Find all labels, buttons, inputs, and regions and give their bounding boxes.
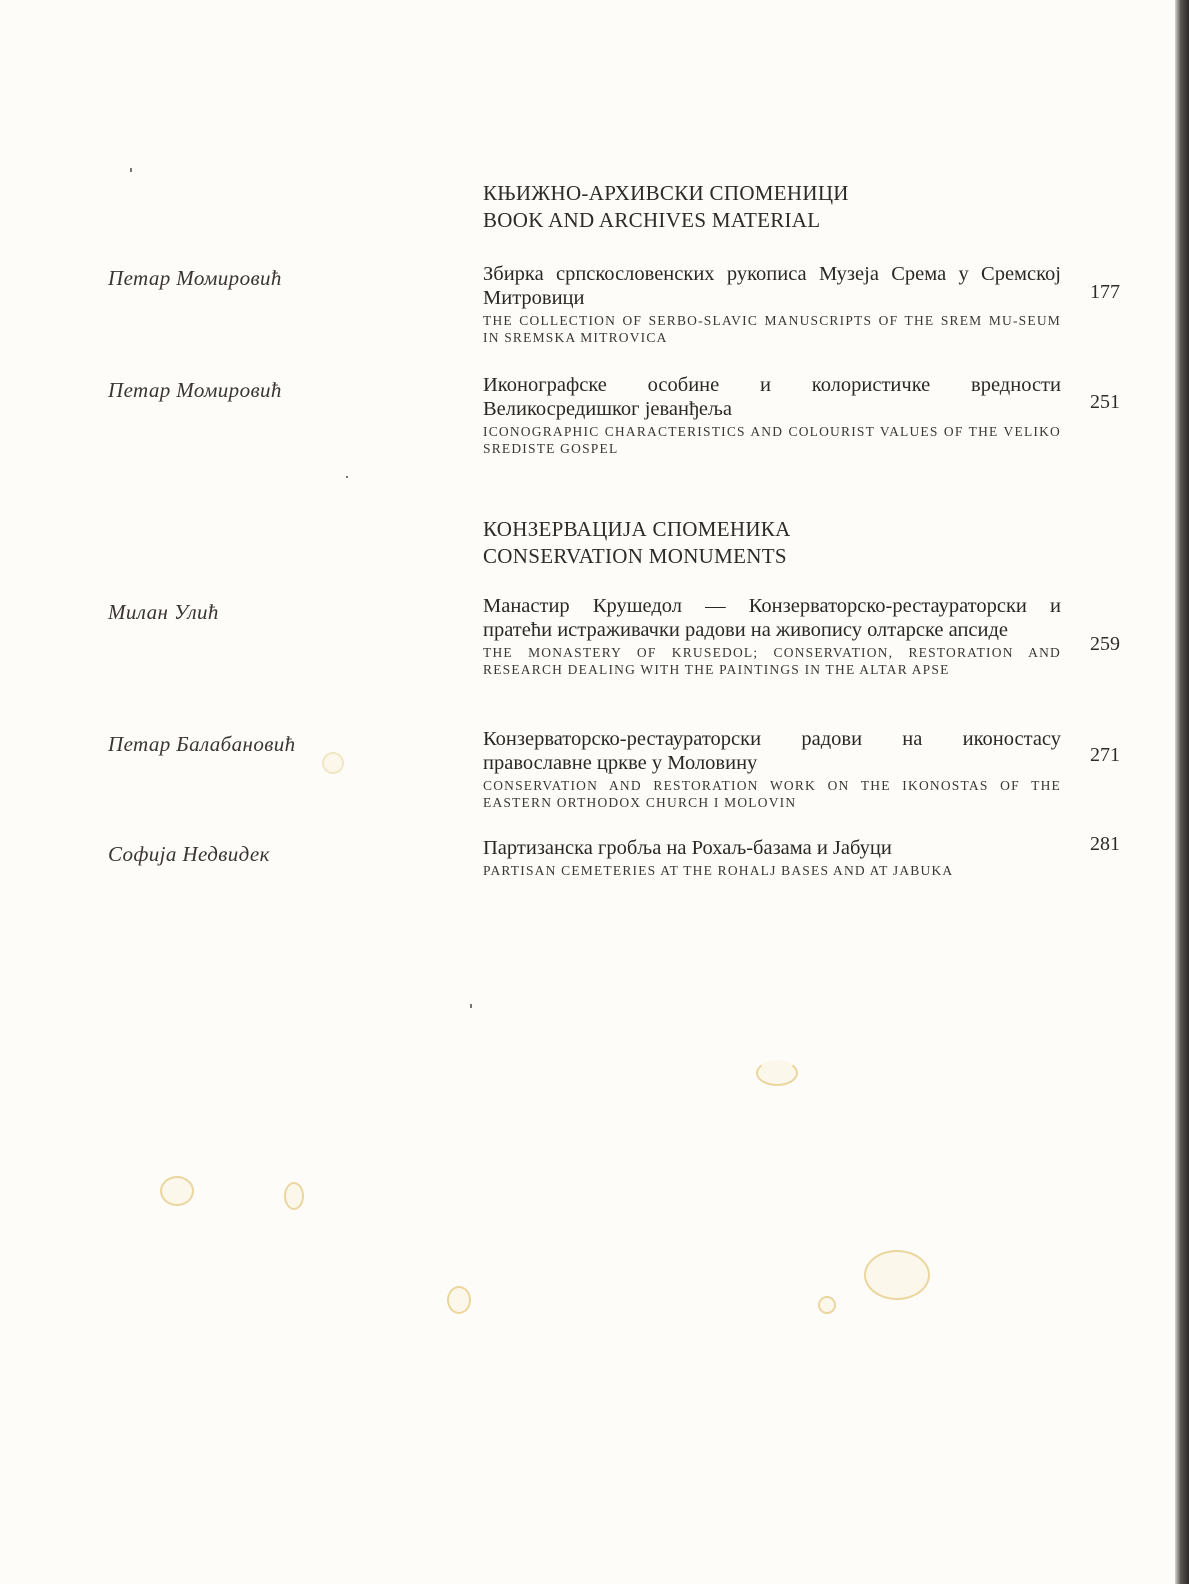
entry-title-en: THE MONASTERY OF KRUSEDOL; CONSERVATION, RESTORATION AND RESEARCH DEALING WITH THE PAINTINGS IN THE ALTAR APSE — [483, 645, 1061, 677]
paper-stain — [447, 1286, 471, 1314]
section-heading-en: CONSERVATION MONUMENTS — [483, 544, 787, 568]
entry-page-number: 177 — [1090, 281, 1120, 303]
section-heading-book-archives — [483, 180, 849, 234]
page-edge-shadow — [1175, 0, 1189, 1584]
entry-title-sr: Конзерваторско-рестаураторски радови на иконостасу православне цркве у Моловину — [483, 728, 1061, 774]
entry-title-sr: Манастир Крушедол — Конзерваторско-рестаураторски и пратећи истраживачки радови на живопису олтарске апсиде — [483, 595, 1061, 641]
paper-stain — [322, 752, 344, 774]
entry-title-en: CONSERVATION AND RESTORATION WORK ON THE IKONOSTAS OF THE EASTERN ORTHODOX CHURCH I MOLOVIN — [483, 778, 1061, 810]
paper-speck — [470, 1004, 472, 1008]
entry-author: Петар Момировић — [108, 266, 282, 290]
entry-page-number: 281 — [1090, 833, 1120, 855]
toc-entry — [483, 262, 1061, 346]
entry-title-en: PARTISAN CEMETERIES AT THE ROHALJ BASES AND AT JABUKA — [483, 863, 954, 878]
entry-page-number: 259 — [1090, 633, 1120, 655]
entry-title-en: THE COLLECTION OF SERBO-SLAVIC MANUSCRIPTS OF THE SREM MU-SEUM IN SREMSKA MITROVICA — [483, 313, 1061, 345]
entry-author: Софија Недвидек — [108, 842, 270, 866]
toc-entry — [483, 836, 1061, 879]
toc-entry — [483, 373, 1061, 457]
section-heading-sr: КОНЗЕРВАЦИЈА СПОМЕНИКА — [483, 517, 791, 541]
toc-entry — [483, 594, 1061, 678]
entry-page-number: 271 — [1090, 744, 1120, 766]
paper-stain — [284, 1182, 304, 1210]
section-heading-sr: КЊИЖНО-АРХИВСКИ СПОМЕНИЦИ — [483, 181, 849, 205]
paper-speck — [130, 168, 132, 172]
section-heading-en: BOOK AND ARCHIVES MATERIAL — [483, 208, 821, 232]
entry-title-sr: Иконографске особине и колористичке вредности Великосредишког јеванђеља — [483, 374, 1061, 420]
entry-title-sr: Збирка српскословенских рукописа Музеја Срема у Сремској Митровици — [483, 263, 1061, 309]
section-heading-conservation — [483, 516, 791, 570]
paper-stain — [160, 1176, 194, 1206]
entry-page-number: 251 — [1090, 391, 1120, 413]
paper-speck — [346, 476, 348, 478]
entry-author: Петар Момировић — [108, 378, 282, 402]
paper-stain — [864, 1250, 930, 1300]
toc-entry — [483, 727, 1061, 811]
entry-author: Милан Улић — [108, 600, 219, 624]
entry-author: Петар Балабановић — [108, 732, 296, 756]
entry-title-sr: Партизанска гробља на Рохаљ-базама и Јабуци — [483, 837, 892, 859]
entry-title-en: ICONOGRAPHIC CHARACTERISTICS AND COLOURIST VALUES OF THE VELIKO SREDISTE GOSPEL — [483, 424, 1061, 456]
paper-stain — [818, 1296, 836, 1314]
paper-stain — [756, 1060, 798, 1086]
